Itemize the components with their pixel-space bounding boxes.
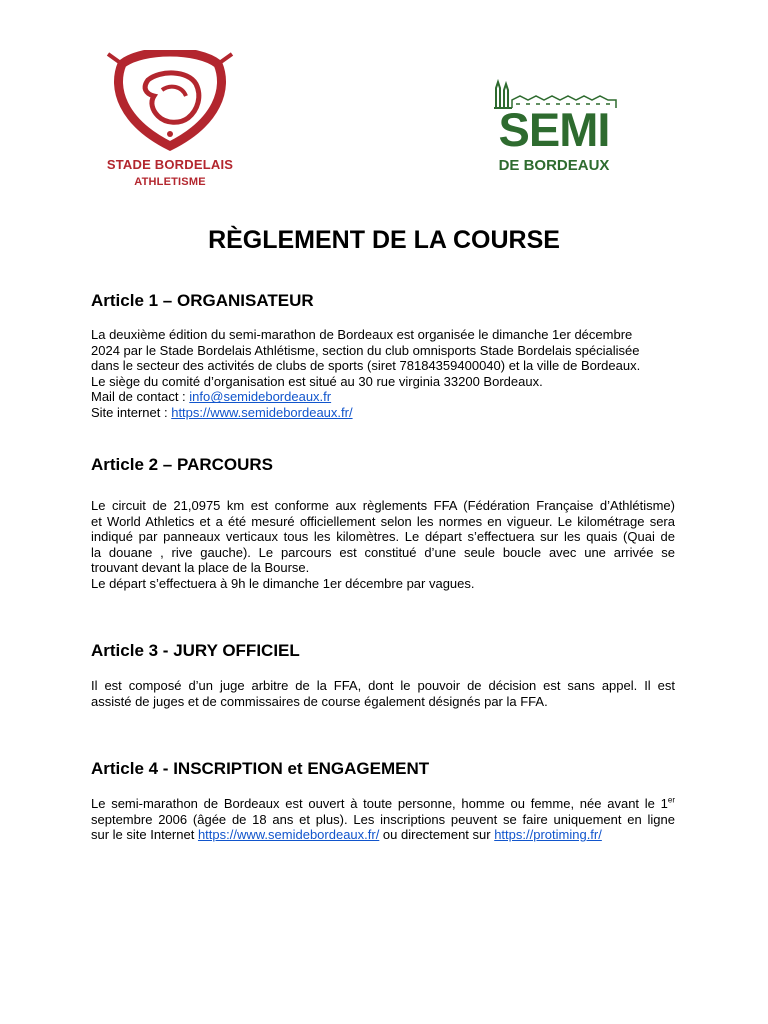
website-label: Site internet : <box>91 404 172 420</box>
text-line: 2024 par le Stade Bordelais Athlétisme, section du club omnisports Stade Bordelais spécialisée <box>91 342 640 358</box>
text-line: septembre 2006 (âgée de 18 ans et plus). Les inscriptions peuvent se faire uniquement en ligne <box>91 811 675 827</box>
text-line: Il est composé d’un juge arbitre de la FFA, dont le pouvoir de décision est sans appel. Il est <box>91 678 675 693</box>
article-4-line3-prefix: sur le site Internet <box>91 827 198 843</box>
page-title: RÈGLEMENT DE LA COURSE <box>208 226 560 254</box>
text-line: la douane , rive gauche). Le parcours est constitué d’une seule boucle avec une arrivée se <box>91 544 675 560</box>
contact-mail-line <box>91 389 675 405</box>
semi-de-bordeaux-logo <box>484 78 624 178</box>
text-line: et World Athletics et a été mesuré officiellement selon les normes en vigueur. Le kilométrage sera <box>91 513 675 529</box>
protiming-link[interactable]: https://protiming.fr/ <box>494 827 602 843</box>
text-line: trouvant devant la place de la Bourse. <box>91 560 310 576</box>
logo-left-line2: ATHLETISME <box>134 176 206 188</box>
article-4-heading: Article 4 - INSCRIPTION et ENGAGEMENT <box>91 759 430 778</box>
superscript-er: er <box>667 795 675 805</box>
stade-bordelais-logo <box>100 50 240 200</box>
lion-crest-icon <box>100 50 240 155</box>
logo-right-sub: DE BORDEAUX <box>498 157 610 174</box>
text-line: dans le secteur des activités de clubs de sports (siret 78184359400040) et la ville de Bordeaux. <box>91 358 641 374</box>
article-4-body <box>91 796 675 843</box>
article-3-body <box>91 678 675 709</box>
text-line: Le siège du comité d’organisation est situé au 30 rue virginia 33200 Bordeaux. <box>91 373 543 389</box>
article-4-line3-middle: ou directement sur <box>379 827 495 843</box>
article-4-line1-text: Le semi-marathon de Bordeaux est ouvert à toute personne, homme ou femme, née avant le 1 <box>91 796 668 811</box>
text-line <box>91 796 675 812</box>
text-line: La deuxième édition du semi-marathon de Bordeaux est organisée le dimanche 1er décembre <box>91 327 633 342</box>
article-2-body <box>91 498 675 592</box>
website-link[interactable]: https://www.semidebordeaux.fr/ <box>171 404 353 420</box>
text-line: Le départ s’effectuera à 9h le dimanche 1er décembre par vagues. <box>91 575 475 591</box>
text-line: assisté de juges et de commissaires de course également désignés par la FFA. <box>91 693 548 709</box>
article-1-body <box>91 327 675 421</box>
text-line: indiqué par panneaux verticaux tous les kilomètres. Le départ s’effectuera sur les quais (Quai de <box>91 529 675 545</box>
text-line <box>91 827 675 843</box>
article-2-heading: Article 2 – PARCOURS <box>91 455 274 474</box>
article-3-heading: Article 3 - JURY OFFICIEL <box>91 641 300 660</box>
website-line <box>91 405 675 421</box>
logo-left-line1: STADE BORDELAIS <box>106 157 234 172</box>
contact-mail-link[interactable]: info@semidebordeaux.fr <box>189 389 332 405</box>
website-link-2[interactable]: https://www.semidebordeaux.fr/ <box>197 827 380 843</box>
contact-mail-label: Mail de contact : <box>91 389 190 405</box>
article-1-heading: Article 1 – ORGANISATEUR <box>91 291 314 310</box>
logo-right-semi: SEMI <box>498 103 610 156</box>
text-line: Le circuit de 21,0975 km est conforme aux règlements FFA (Fédération Française d’Athlétisme) <box>91 498 675 513</box>
